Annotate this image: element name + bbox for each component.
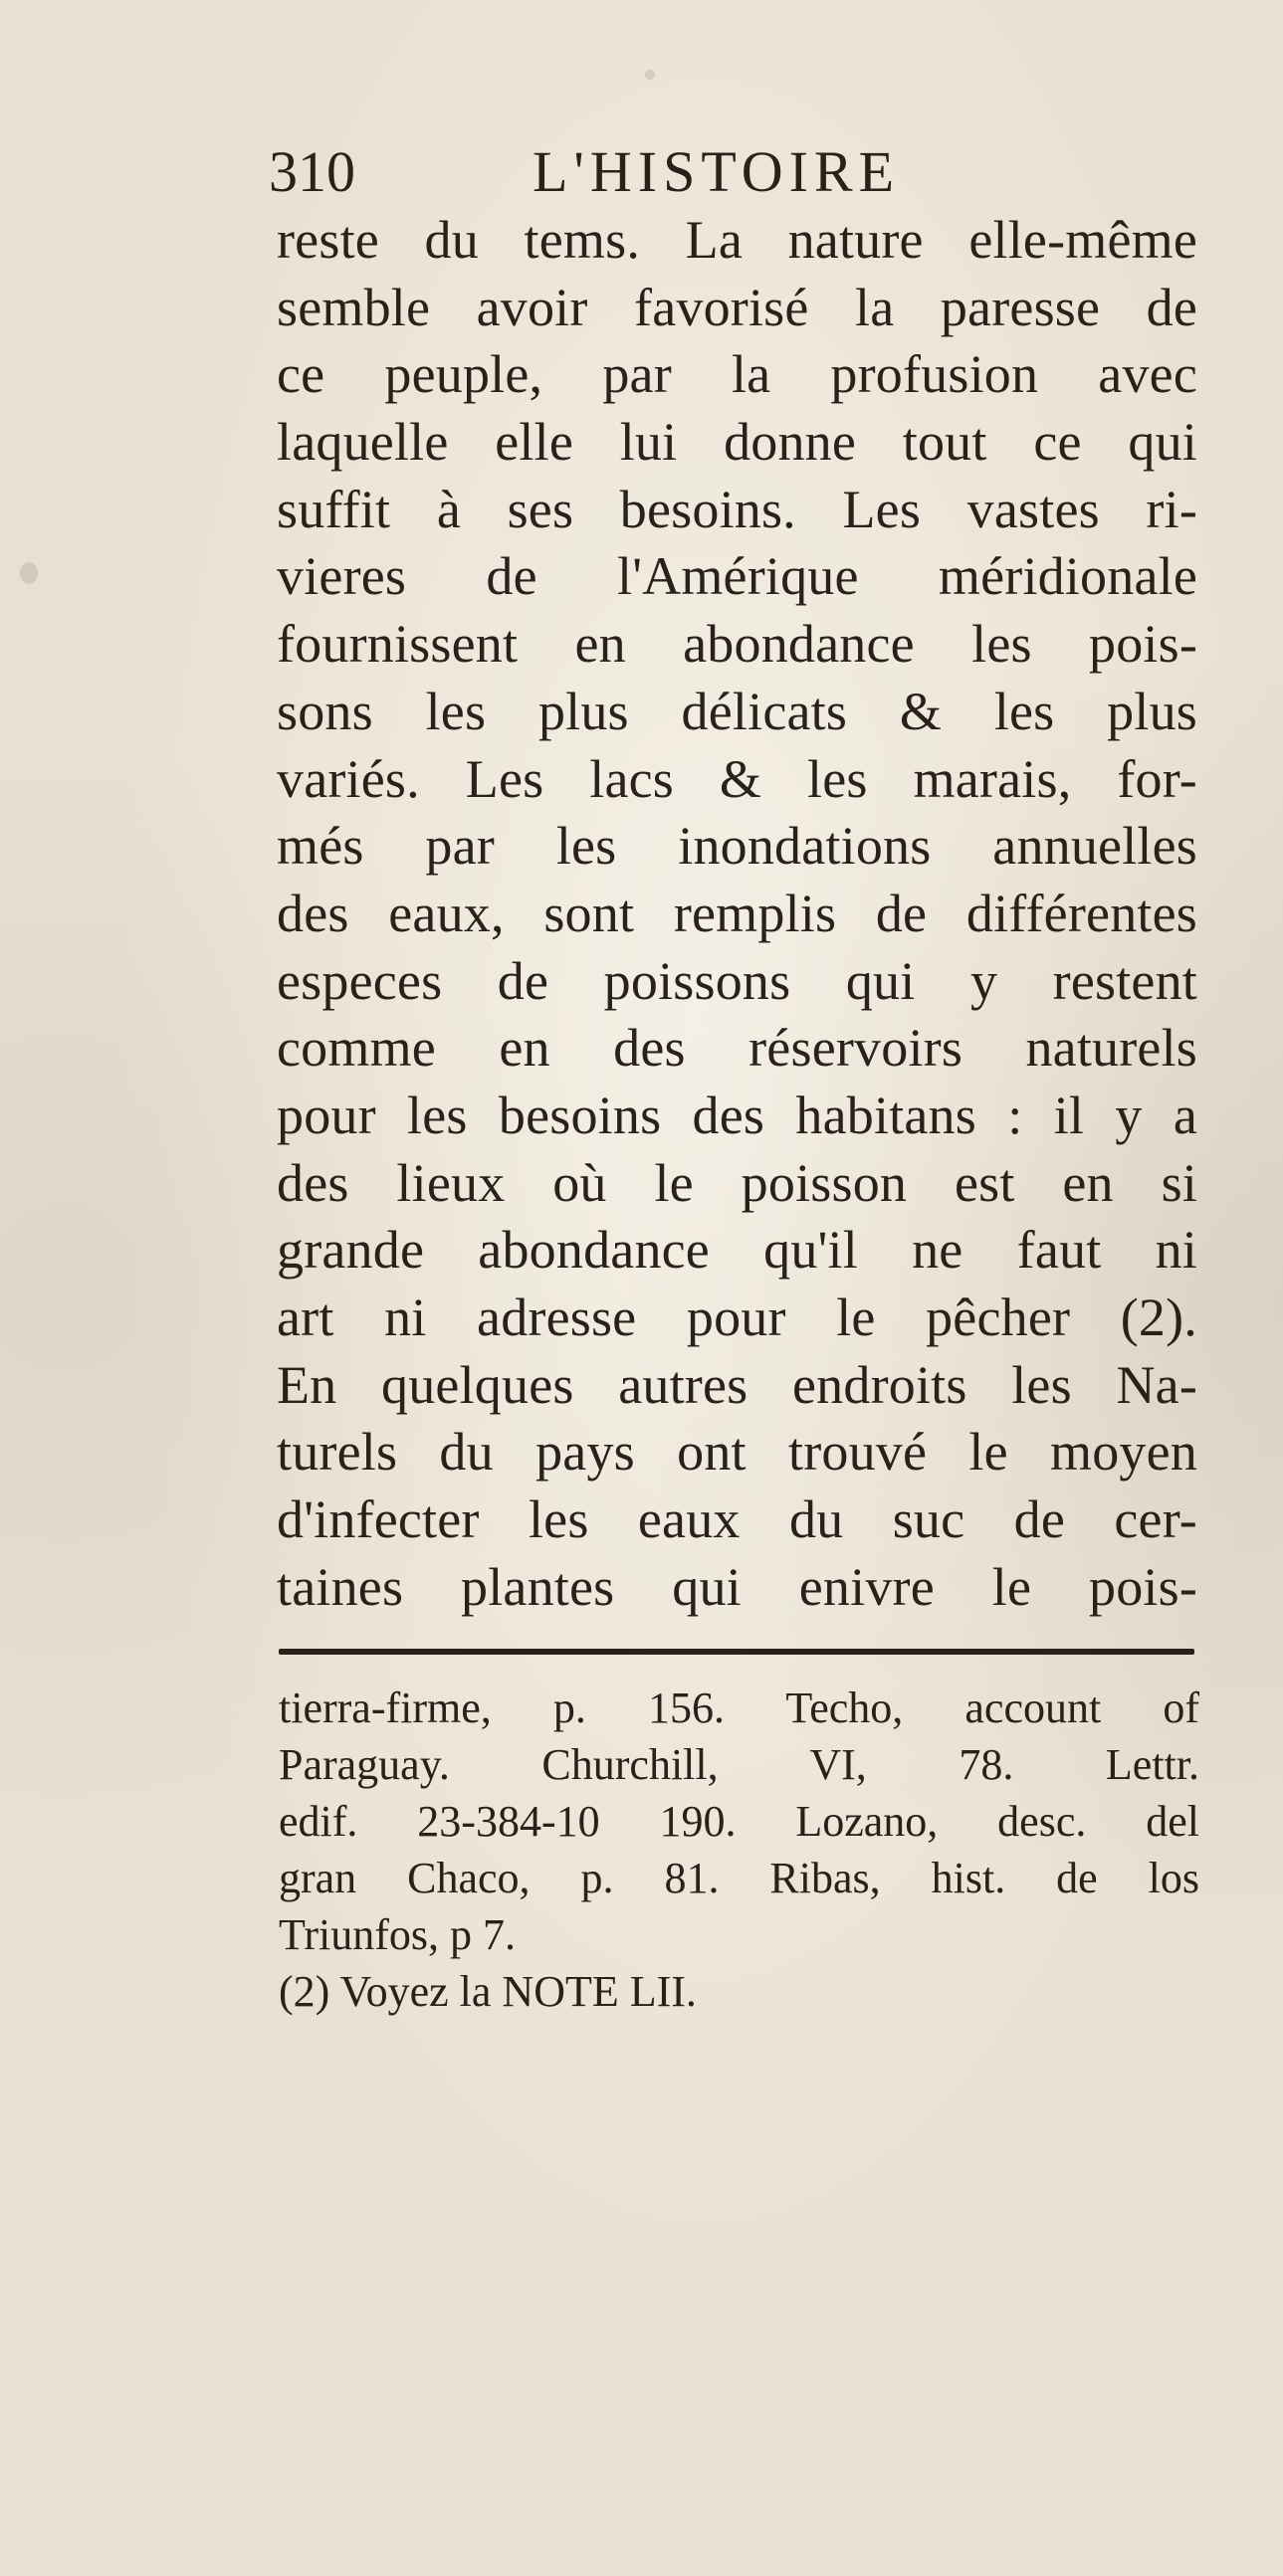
page-header [269, 137, 965, 207]
text-line: semble avoir favorisé la paresse de [277, 277, 1197, 337]
footnote-rule [279, 1649, 1194, 1655]
text-line: ce peuple, par la profusion avec [277, 344, 1197, 405]
footnote-line: tierra-firme, p. 156. Techo, account of [279, 1684, 1199, 1732]
text-line: pour les besoins des habitans : il y a [277, 1085, 1197, 1145]
footnote-line: Triunfos, p 7. [279, 1910, 516, 1959]
text-line: especes de poissons qui y restent [277, 950, 1197, 1011]
text-line: suffit à ses besoins. Les vastes ri- [277, 479, 1197, 539]
text-line: vieres de l'Amérique méridionale [277, 546, 1197, 607]
text-line: laquelle elle lui donne tout ce qui [277, 412, 1197, 473]
running-title: L'HISTOIRE [533, 139, 901, 204]
paper-stain [645, 70, 655, 80]
text-line: grande abondance qu'il ne faut ni [277, 1220, 1197, 1281]
text-line: des lieux où le poisson est en si [277, 1152, 1197, 1213]
text-line: turels du pays ont trouvé le moyen [277, 1422, 1197, 1483]
text-line: variés. Les lacs & les marais, for- [277, 748, 1197, 809]
footnotes [279, 1680, 1199, 2020]
text-line: més par les inondations annuelles [277, 816, 1197, 877]
footnote-line: (2) Voyez la NOTE LII. [279, 1967, 697, 2016]
text-line: reste du tems. La nature elle-même [277, 210, 1197, 270]
text-line: d'infecter les eaux du suc de cer- [277, 1489, 1197, 1550]
text-line: comme en des réservoirs naturels [277, 1018, 1197, 1079]
paper-stain [20, 562, 38, 584]
footnote-line: Paraguay. Churchill, VI, 78. Lettr. [279, 1740, 1199, 1789]
body-text [277, 207, 1197, 1621]
text-line: art ni adresse pour le pêcher (2). [277, 1288, 1197, 1347]
footnote-line: gran Chaco, p. 81. Ribas, hist. de los [279, 1854, 1199, 1902]
page-number: 310 [269, 139, 355, 204]
text-line: sons les plus délicats & les plus [277, 681, 1197, 741]
text-line: fournissent en abondance les pois- [277, 614, 1197, 675]
text-line: des eaux, sont remplis de différentes [277, 883, 1197, 943]
footnote-line: edif. 23-384-10 190. Lozano, desc. del [279, 1797, 1199, 1846]
text-line: taines plantes qui enivre le pois- [277, 1556, 1197, 1617]
text-line: En quelques autres endroits les Na- [277, 1354, 1197, 1415]
